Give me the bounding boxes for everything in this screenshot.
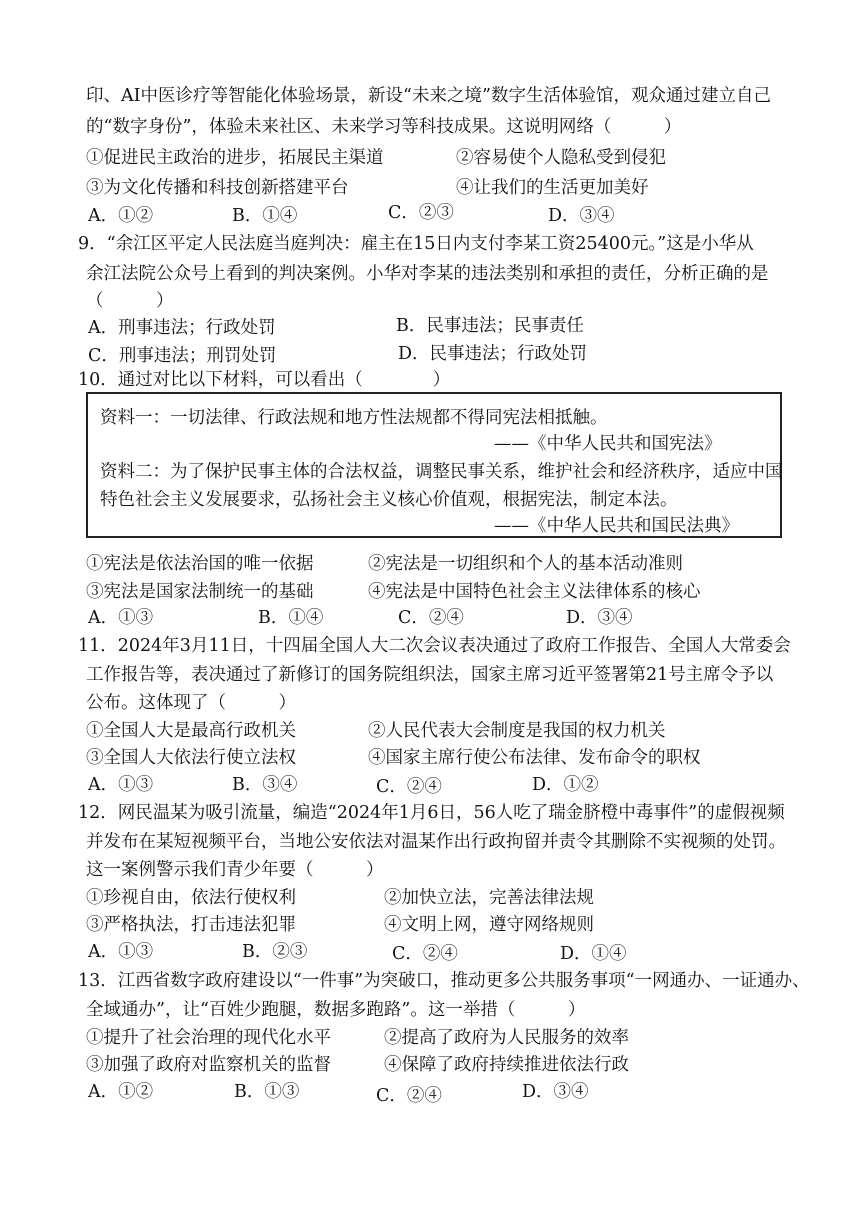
q8-choice-b[interactable]: B．①④ [232, 206, 298, 226]
q10-material-2-source: ——《中华人民共和国民法典》 [494, 516, 739, 536]
q10-choice-a[interactable]: A．①③ [88, 608, 154, 628]
q10-statement-4: ④宪法是中国特色社会主义法律体系的核心 [368, 582, 701, 602]
q8-choice-c[interactable]: C．②③ [388, 203, 454, 223]
q11-choice-b[interactable]: B．③④ [232, 775, 298, 795]
q10-choice-d[interactable]: D．③④ [566, 608, 633, 628]
q12-statement-2: ②加快立法，完善法律法规 [384, 888, 594, 908]
q13-choice-a[interactable]: A．①② [88, 1082, 154, 1102]
q13-choice-c[interactable]: C．②④ [376, 1086, 442, 1106]
q11-stem-line-1: 11．2024年3月11日，十四届全国人大二次会议表决通过了政府工作报告、全国人大常委会 [78, 636, 791, 656]
q11-statement-3: ③全国人大依法行使立法权 [86, 748, 296, 768]
q8-statement-3: ③为文化传播和科技创新搭建平台 [86, 178, 349, 198]
q11-choice-c[interactable]: C．②④ [376, 777, 442, 797]
q13-stem-line-2: 全域通办”，让“百姓少跑腿，数据多跑路”。这一举措（ ） [86, 1000, 586, 1020]
q12-stem-line-2: 并发布在某短视频平台，当地公安依法对温某作出行政拘留并责令其删除不实视频的处罚。 [86, 832, 786, 852]
q10-statement-2: ②宪法是一切组织和个人的基本活动准则 [368, 554, 683, 574]
q8-statement-4: ④让我们的生活更加美好 [456, 178, 649, 198]
q13-statement-3: ③加强了政府对监察机关的监督 [86, 1055, 331, 1075]
q8-statement-2: ②容易使个人隐私受到侵犯 [456, 148, 666, 168]
q8-choice-d[interactable]: D．③④ [548, 206, 615, 226]
q13-statement-2: ②提高了政府为人民服务的效率 [384, 1028, 629, 1048]
q13-stem-line-1: 13．江西省数字政府建设以“一件事”为突破口，推动更多公共服务事项“一网通办、一证通办、 [78, 971, 810, 991]
q8-statement-1: ①促进民主政治的进步，拓展民主渠道 [86, 148, 384, 168]
q12-statement-4: ④文明上网，遵守网络规则 [384, 915, 594, 935]
q12-stem-line-1: 12．网民温某为吸引流量，编造“2024年1月6日，56人吃了瑞金脐橙中毒事件”的虚假视频 [78, 803, 785, 823]
q9-choice-b[interactable]: B．民事违法；民事责任 [396, 316, 584, 336]
q12-choice-c[interactable]: C．②④ [392, 944, 458, 964]
q9-stem-line-3: （ ） [86, 291, 174, 311]
q11-choice-d[interactable]: D．①② [532, 775, 599, 795]
q12-choice-d[interactable]: D．①④ [560, 944, 627, 964]
q12-statement-1: ①珍视自由，依法行使权利 [86, 888, 296, 908]
q12-choice-b[interactable]: B．②③ [242, 942, 308, 962]
q12-choice-a[interactable]: A．①③ [88, 942, 154, 962]
q10-statement-3: ③宪法是国家法制统一的基础 [86, 582, 314, 602]
q10-choice-c[interactable]: C．②④ [398, 608, 464, 628]
q13-statement-1: ①提升了社会治理的现代化水平 [86, 1028, 331, 1048]
q11-statement-4: ④国家主席行使公布法律、发布命令的职权 [368, 748, 701, 768]
q9-choice-d[interactable]: D．民事违法；行政处罚 [398, 344, 588, 364]
q10-material-1: 资料一：一切法律、行政法规和地方性法规都不得同宪法相抵触。 [100, 408, 608, 428]
q12-statement-3: ③严格执法，打击违法犯罪 [86, 915, 296, 935]
q10-material-2-line-1: 资料二：为了保护民事主体的合法权益，调整民事关系，维护社会和经济秩序，适应中国 [100, 462, 783, 482]
q13-choice-d[interactable]: D．③④ [522, 1082, 589, 1102]
q8-stem-line-1: 印、AI中医诊疗等智能化体验场景，新设“未来之境”数字生活体验馆，观众通过建立自己 [86, 86, 771, 106]
q11-stem-line-2: 工作报告等，表决通过了新修订的国务院组织法，国家主席习近平签署第21号主席令予以 [86, 665, 774, 685]
q11-statement-1: ①全国人大是最高行政机关 [86, 721, 296, 741]
q13-statement-4: ④保障了政府持续推进依法行政 [384, 1055, 629, 1075]
q9-stem-line-1: 9．“余江区平定人民法庭当庭判决：雇主在15日内支付李某工资25400元。”这是小华从 [78, 234, 754, 254]
q8-choice-a[interactable]: A．①② [88, 206, 154, 226]
q10-stem: 10．通过对比以下材料，可以看出（ ） [78, 370, 451, 390]
q11-stem-line-3: 公布。这体现了（ ） [86, 693, 296, 713]
q8-stem-line-2: 的“数字身份”，体验未来社区、未来学习等科技成果。这说明网络（ ） [86, 117, 682, 137]
q11-choice-a[interactable]: A．①③ [88, 775, 154, 795]
q12-stem-line-3: 这一案例警示我们青少年要（ ） [86, 860, 384, 880]
q10-material-2-line-2: 特色社会主义发展要求，弘扬社会主义核心价值观，根据宪法，制定本法。 [100, 490, 678, 510]
q10-statement-1: ①宪法是依法治国的唯一依据 [86, 554, 314, 574]
q11-statement-2: ②人民代表大会制度是我国的权力机关 [368, 721, 666, 741]
q13-choice-b[interactable]: B．①③ [234, 1082, 300, 1102]
q9-stem-line-2: 余江法院公众号上看到的判决案例。小华对李某的违法类别和承担的责任，分析正确的是 [86, 264, 769, 284]
q10-choice-b[interactable]: B．①④ [258, 608, 324, 628]
q10-material-1-source: ——《中华人民共和国宪法》 [494, 434, 722, 454]
q9-choice-a[interactable]: A．刑事违法；行政处罚 [88, 318, 276, 338]
q9-choice-c[interactable]: C．刑事违法；刑罚处罚 [88, 346, 277, 366]
